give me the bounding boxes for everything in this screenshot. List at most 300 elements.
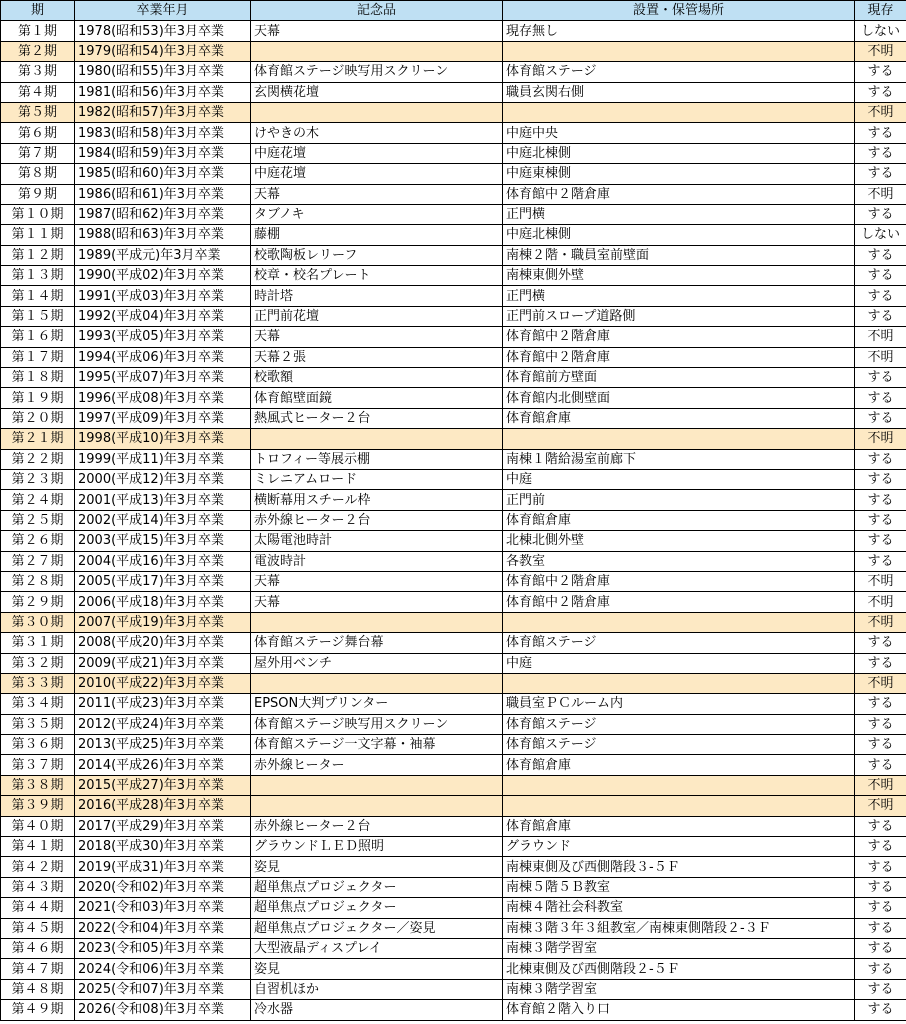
graduation-date-cell: 2022(令和04)年3月卒業 — [75, 918, 251, 938]
location-cell: 体育館倉庫 — [503, 408, 855, 428]
term-cell: 第１４期 — [1, 286, 75, 306]
graduation-date-cell: 1978(昭和53)年3月卒業 — [75, 21, 251, 41]
exists-cell: 不明 — [855, 184, 906, 204]
graduation-date-cell: 2015(平成27)年3月卒業 — [75, 775, 251, 795]
location-cell: 正門横 — [503, 204, 855, 224]
exists-cell: する — [855, 959, 906, 979]
term-cell: 第１７期 — [1, 347, 75, 367]
graduation-date-cell: 1986(昭和61)年3月卒業 — [75, 184, 251, 204]
term-cell: 第３３期 — [1, 673, 75, 693]
exists-cell: する — [855, 837, 906, 857]
graduation-date-cell: 1979(昭和54)年3月卒業 — [75, 41, 251, 61]
location-cell: 体育館ステージ — [503, 62, 855, 82]
term-cell: 第１１期 — [1, 225, 75, 245]
term-cell: 第８期 — [1, 164, 75, 184]
table-row — [1, 123, 906, 143]
term-cell: 第９期 — [1, 184, 75, 204]
term-cell: 第４９期 — [1, 1000, 75, 1020]
graduation-date-cell: 1991(平成03)年3月卒業 — [75, 286, 251, 306]
header-location: 設置・保管場所 — [503, 1, 855, 21]
graduation-date-cell: 2025(令和07)年3月卒業 — [75, 979, 251, 999]
table-row — [1, 490, 906, 510]
location-cell: 中庭東棟側 — [503, 164, 855, 184]
memorial-item-cell: 冷水器 — [251, 1000, 503, 1020]
exists-cell: する — [855, 388, 906, 408]
location-cell: 体育館中２階倉庫 — [503, 592, 855, 612]
memorial-item-cell: 横断幕用スチール枠 — [251, 490, 503, 510]
location-cell: 職員室ＰＣルーム内 — [503, 694, 855, 714]
term-cell: 第２１期 — [1, 429, 75, 449]
memorial-item-cell: トロフィー等展示棚 — [251, 449, 503, 469]
location-cell: 南棟３階学習室 — [503, 979, 855, 999]
table-row — [1, 959, 906, 979]
table-row — [1, 633, 906, 653]
term-cell: 第４２期 — [1, 857, 75, 877]
exists-cell: する — [855, 918, 906, 938]
term-cell: 第３１期 — [1, 633, 75, 653]
location-cell: 正門前スロープ道路側 — [503, 306, 855, 326]
graduation-date-cell: 2013(平成25)年3月卒業 — [75, 735, 251, 755]
term-cell: 第４４期 — [1, 898, 75, 918]
term-cell: 第４５期 — [1, 918, 75, 938]
term-cell: 第２４期 — [1, 490, 75, 510]
graduation-date-cell: 2018(平成30)年3月卒業 — [75, 837, 251, 857]
exists-cell: する — [855, 469, 906, 489]
term-cell: 第５期 — [1, 102, 75, 122]
graduation-date-cell: 2002(平成14)年3月卒業 — [75, 510, 251, 530]
table-row — [1, 857, 906, 877]
term-cell: 第３７期 — [1, 755, 75, 775]
term-cell: 第７期 — [1, 143, 75, 163]
exists-cell: 不明 — [855, 775, 906, 795]
memorial-item-cell: 中庭花壇 — [251, 143, 503, 163]
table-row — [1, 327, 906, 347]
graduation-date-cell: 2023(令和05)年3月卒業 — [75, 938, 251, 958]
term-cell: 第４０期 — [1, 816, 75, 836]
location-cell: 体育館倉庫 — [503, 510, 855, 530]
table-row — [1, 531, 906, 551]
memorial-item-cell — [251, 102, 503, 122]
table-row — [1, 388, 906, 408]
exists-cell: する — [855, 266, 906, 286]
graduation-date-cell: 2019(平成31)年3月卒業 — [75, 857, 251, 877]
location-cell: 体育館中２階倉庫 — [503, 571, 855, 591]
location-cell: 正門前 — [503, 490, 855, 510]
graduation-date-cell: 2026(令和08)年3月卒業 — [75, 1000, 251, 1020]
exists-cell: する — [855, 245, 906, 265]
graduation-date-cell: 1992(平成04)年3月卒業 — [75, 306, 251, 326]
graduation-date-cell: 2011(平成23)年3月卒業 — [75, 694, 251, 714]
location-cell: 体育館中２階倉庫 — [503, 347, 855, 367]
exists-cell: する — [855, 368, 906, 388]
table-row — [1, 164, 906, 184]
exists-cell: 不明 — [855, 429, 906, 449]
location-cell: 中庭 — [503, 469, 855, 489]
exists-cell: する — [855, 938, 906, 958]
term-cell: 第２２期 — [1, 449, 75, 469]
table-row — [1, 918, 906, 938]
term-cell: 第２７期 — [1, 551, 75, 571]
exists-cell: する — [855, 633, 906, 653]
exists-cell: 不明 — [855, 102, 906, 122]
term-cell: 第１８期 — [1, 368, 75, 388]
memorial-item-cell: 姿見 — [251, 857, 503, 877]
location-cell — [503, 796, 855, 816]
table-row — [1, 408, 906, 428]
term-cell: 第２期 — [1, 41, 75, 61]
graduation-date-cell: 2001(平成13)年3月卒業 — [75, 490, 251, 510]
memorial-item-cell: 時計塔 — [251, 286, 503, 306]
exists-cell: する — [855, 857, 906, 877]
table-row — [1, 1000, 906, 1020]
location-cell: 南棟東側外壁 — [503, 266, 855, 286]
table-row — [1, 184, 906, 204]
memorial-item-cell: 天幕 — [251, 571, 503, 591]
memorial-item-cell: 正門前花壇 — [251, 306, 503, 326]
table-row — [1, 551, 906, 571]
location-cell: 中庭北棟側 — [503, 143, 855, 163]
table-row — [1, 775, 906, 795]
location-cell — [503, 41, 855, 61]
term-cell: 第１６期 — [1, 327, 75, 347]
location-cell: 南棟５階５Ｂ教室 — [503, 877, 855, 897]
term-cell: 第２９期 — [1, 592, 75, 612]
table-row — [1, 469, 906, 489]
table-row — [1, 204, 906, 224]
graduation-date-cell: 1994(平成06)年3月卒業 — [75, 347, 251, 367]
term-cell: 第２６期 — [1, 531, 75, 551]
exists-cell: 不明 — [855, 41, 906, 61]
term-cell: 第１期 — [1, 21, 75, 41]
table-row — [1, 306, 906, 326]
table-row — [1, 735, 906, 755]
exists-cell: する — [855, 143, 906, 163]
table-row — [1, 286, 906, 306]
term-cell: 第３８期 — [1, 775, 75, 795]
location-cell — [503, 102, 855, 122]
term-cell: 第３２期 — [1, 653, 75, 673]
exists-cell: する — [855, 306, 906, 326]
memorial-item-cell: 屋外用ベンチ — [251, 653, 503, 673]
memorial-item-cell — [251, 775, 503, 795]
memorial-item-cell: 天幕 — [251, 327, 503, 347]
header-term: 期 — [1, 1, 75, 21]
term-cell: 第４８期 — [1, 979, 75, 999]
memorial-item-cell: 体育館ステージ舞台幕 — [251, 633, 503, 653]
term-cell: 第１２期 — [1, 245, 75, 265]
graduation-date-cell: 1980(昭和55)年3月卒業 — [75, 62, 251, 82]
term-cell: 第４３期 — [1, 877, 75, 897]
exists-cell: する — [855, 551, 906, 571]
table-row — [1, 938, 906, 958]
table-row — [1, 225, 906, 245]
memorial-item-cell: 中庭花壇 — [251, 164, 503, 184]
table-row — [1, 449, 906, 469]
location-cell: 南棟１階給湯室前廊下 — [503, 449, 855, 469]
location-cell: 現存無し — [503, 21, 855, 41]
memorial-item-cell — [251, 41, 503, 61]
exists-cell: する — [855, 735, 906, 755]
table-header-row — [1, 1, 906, 21]
term-cell: 第３４期 — [1, 694, 75, 714]
header-memorial-item: 記念品 — [251, 1, 503, 21]
memorial-item-cell: 大型液晶ディスプレイ — [251, 938, 503, 958]
memorial-item-cell — [251, 429, 503, 449]
exists-cell: する — [855, 979, 906, 999]
exists-cell: する — [855, 1000, 906, 1020]
exists-cell: する — [855, 531, 906, 551]
table-row — [1, 979, 906, 999]
location-cell: 中庭 — [503, 653, 855, 673]
memorial-item-cell: 校歌額 — [251, 368, 503, 388]
exists-cell: する — [855, 82, 906, 102]
table-row — [1, 368, 906, 388]
exists-cell: する — [855, 898, 906, 918]
location-cell: 北棟東側及び西側階段２-５Ｆ — [503, 959, 855, 979]
memorial-item-cell: 自習机ほか — [251, 979, 503, 999]
exists-cell: 不明 — [855, 347, 906, 367]
exists-cell: 不明 — [855, 592, 906, 612]
graduation-date-cell: 2021(令和03)年3月卒業 — [75, 898, 251, 918]
location-cell: 体育館ステージ — [503, 633, 855, 653]
graduation-date-cell: 2017(平成29)年3月卒業 — [75, 816, 251, 836]
exists-cell: する — [855, 204, 906, 224]
term-cell: 第４６期 — [1, 938, 75, 958]
memorial-item-cell: 天幕 — [251, 592, 503, 612]
term-cell: 第２３期 — [1, 469, 75, 489]
graduation-date-cell: 2020(令和02)年3月卒業 — [75, 877, 251, 897]
location-cell: 体育館前方壁面 — [503, 368, 855, 388]
memorial-item-cell: 電波時計 — [251, 551, 503, 571]
exists-cell: する — [855, 286, 906, 306]
term-cell: 第３５期 — [1, 714, 75, 734]
memorial-item-cell: ミレニアムロード — [251, 469, 503, 489]
graduation-date-cell: 1990(平成02)年3月卒業 — [75, 266, 251, 286]
location-cell: 体育館２階入り口 — [503, 1000, 855, 1020]
table-row — [1, 612, 906, 632]
table-row — [1, 755, 906, 775]
memorial-item-cell: 体育館ステージ一文字幕・袖幕 — [251, 735, 503, 755]
graduation-date-cell: 2007(平成19)年3月卒業 — [75, 612, 251, 632]
graduation-date-cell: 1982(昭和57)年3月卒業 — [75, 102, 251, 122]
memorial-item-cell: 天幕２張 — [251, 347, 503, 367]
table-row — [1, 347, 906, 367]
memorial-item-cell: 姿見 — [251, 959, 503, 979]
exists-cell: しない — [855, 21, 906, 41]
table-row — [1, 653, 906, 673]
location-cell — [503, 612, 855, 632]
memorial-item-cell: 藤棚 — [251, 225, 503, 245]
location-cell: 体育館倉庫 — [503, 755, 855, 775]
table-row — [1, 877, 906, 897]
graduation-date-cell: 2008(平成20)年3月卒業 — [75, 633, 251, 653]
term-cell: 第２５期 — [1, 510, 75, 530]
location-cell: 南棟２階・職員室前壁面 — [503, 245, 855, 265]
exists-cell: 不明 — [855, 327, 906, 347]
table-row — [1, 816, 906, 836]
graduation-date-cell: 2000(平成12)年3月卒業 — [75, 469, 251, 489]
location-cell: 南棟３階学習室 — [503, 938, 855, 958]
table-row — [1, 571, 906, 591]
term-cell: 第１３期 — [1, 266, 75, 286]
memorial-item-cell — [251, 796, 503, 816]
location-cell: 体育館ステージ — [503, 735, 855, 755]
table-row — [1, 510, 906, 530]
memorial-item-cell: 赤外線ヒーター — [251, 755, 503, 775]
table-row — [1, 796, 906, 816]
location-cell: 南棟４階社会科教室 — [503, 898, 855, 918]
memorial-item-cell: 超単焦点プロジェクター — [251, 898, 503, 918]
table-row — [1, 714, 906, 734]
graduation-date-cell: 1988(昭和63)年3月卒業 — [75, 225, 251, 245]
memorial-item-cell: けやきの木 — [251, 123, 503, 143]
location-cell: 南棟東側及び西側階段３-５Ｆ — [503, 857, 855, 877]
exists-cell: する — [855, 510, 906, 530]
graduation-date-cell: 1985(昭和60)年3月卒業 — [75, 164, 251, 184]
term-cell: 第３期 — [1, 62, 75, 82]
location-cell — [503, 429, 855, 449]
exists-cell: する — [855, 164, 906, 184]
graduation-date-cell: 2012(平成24)年3月卒業 — [75, 714, 251, 734]
table-body — [1, 21, 906, 1020]
term-cell: 第３０期 — [1, 612, 75, 632]
location-cell — [503, 673, 855, 693]
graduation-date-cell: 1995(平成07)年3月卒業 — [75, 368, 251, 388]
memorial-item-cell: 体育館ステージ映写用スクリーン — [251, 62, 503, 82]
graduation-date-cell: 1981(昭和56)年3月卒業 — [75, 82, 251, 102]
table-row — [1, 898, 906, 918]
term-cell: 第１９期 — [1, 388, 75, 408]
graduation-date-cell: 1983(昭和58)年3月卒業 — [75, 123, 251, 143]
graduation-date-cell: 1998(平成10)年3月卒業 — [75, 429, 251, 449]
table-row — [1, 62, 906, 82]
memorial-item-cell: 体育館壁面鏡 — [251, 388, 503, 408]
table-row — [1, 694, 906, 714]
table-row — [1, 21, 906, 41]
memorial-item-cell: 天幕 — [251, 184, 503, 204]
term-cell: 第４７期 — [1, 959, 75, 979]
graduation-date-cell: 1984(昭和59)年3月卒業 — [75, 143, 251, 163]
exists-cell: する — [855, 62, 906, 82]
header-graduation-date: 卒業年月 — [75, 1, 251, 21]
graduation-date-cell: 2014(平成26)年3月卒業 — [75, 755, 251, 775]
memorial-item-cell — [251, 612, 503, 632]
graduation-date-cell: 1996(平成08)年3月卒業 — [75, 388, 251, 408]
location-cell: 体育館中２階倉庫 — [503, 184, 855, 204]
location-cell: 体育館倉庫 — [503, 816, 855, 836]
memorial-item-cell: 体育館ステージ映写用スクリーン — [251, 714, 503, 734]
location-cell: 各教室 — [503, 551, 855, 571]
graduation-date-cell: 2004(平成16)年3月卒業 — [75, 551, 251, 571]
location-cell: グラウンド — [503, 837, 855, 857]
exists-cell: する — [855, 755, 906, 775]
table-row — [1, 82, 906, 102]
exists-cell: する — [855, 653, 906, 673]
memorial-item-cell: 超単焦点プロジェクター — [251, 877, 503, 897]
exists-cell: する — [855, 490, 906, 510]
exists-cell: する — [855, 714, 906, 734]
graduation-date-cell: 2016(平成28)年3月卒業 — [75, 796, 251, 816]
table-row — [1, 41, 906, 61]
location-cell: 南棟３階３年３組教室／南棟東側階段２-３Ｆ — [503, 918, 855, 938]
graduation-date-cell: 2024(令和06)年3月卒業 — [75, 959, 251, 979]
graduation-date-cell: 2010(平成22)年3月卒業 — [75, 673, 251, 693]
memorial-item-cell: 赤外線ヒーター２台 — [251, 816, 503, 836]
location-cell: 体育館ステージ — [503, 714, 855, 734]
location-cell: 中庭中央 — [503, 123, 855, 143]
location-cell: 正門横 — [503, 286, 855, 306]
term-cell: 第１５期 — [1, 306, 75, 326]
graduation-date-cell: 2005(平成17)年3月卒業 — [75, 571, 251, 591]
memorial-item-cell: 熱風式ヒーター２台 — [251, 408, 503, 428]
exists-cell: する — [855, 123, 906, 143]
exists-cell: しない — [855, 225, 906, 245]
memorial-item-cell: 太陽電池時計 — [251, 531, 503, 551]
exists-cell: する — [855, 694, 906, 714]
table-row — [1, 673, 906, 693]
term-cell: 第４１期 — [1, 837, 75, 857]
memorial-item-cell: 玄関横花壇 — [251, 82, 503, 102]
term-cell: 第４期 — [1, 82, 75, 102]
graduation-date-cell: 2009(平成21)年3月卒業 — [75, 653, 251, 673]
location-cell: 体育館内北側壁面 — [503, 388, 855, 408]
location-cell: 北棟北側外壁 — [503, 531, 855, 551]
graduation-date-cell: 1989(平成元)年3月卒業 — [75, 245, 251, 265]
location-cell: 体育館中２階倉庫 — [503, 327, 855, 347]
term-cell: 第１０期 — [1, 204, 75, 224]
term-cell: 第２０期 — [1, 408, 75, 428]
table-row — [1, 266, 906, 286]
exists-cell: 不明 — [855, 796, 906, 816]
table-row — [1, 245, 906, 265]
graduation-date-cell: 1997(平成09)年3月卒業 — [75, 408, 251, 428]
memorial-item-cell: グラウンドＬＥＤ照明 — [251, 837, 503, 857]
location-cell: 中庭北棟側 — [503, 225, 855, 245]
header-exists: 現存 — [855, 1, 906, 21]
graduation-date-cell: 2003(平成15)年3月卒業 — [75, 531, 251, 551]
graduation-date-cell: 1999(平成11)年3月卒業 — [75, 449, 251, 469]
memorial-item-cell: EPSON大判プリンター — [251, 694, 503, 714]
exists-cell: 不明 — [855, 673, 906, 693]
term-cell: 第２８期 — [1, 571, 75, 591]
exists-cell: する — [855, 816, 906, 836]
term-cell: 第３９期 — [1, 796, 75, 816]
graduation-date-cell: 1993(平成05)年3月卒業 — [75, 327, 251, 347]
memorial-item-cell: 校歌陶板レリーフ — [251, 245, 503, 265]
exists-cell: する — [855, 408, 906, 428]
memorial-item-cell — [251, 673, 503, 693]
exists-cell: 不明 — [855, 612, 906, 632]
memorial-item-cell: 天幕 — [251, 21, 503, 41]
location-cell: 職員玄関右側 — [503, 82, 855, 102]
memorial-item-cell: タブノキ — [251, 204, 503, 224]
memorial-item-cell: 校章・校名プレート — [251, 266, 503, 286]
graduation-date-cell: 1987(昭和62)年3月卒業 — [75, 204, 251, 224]
table-row — [1, 429, 906, 449]
exists-cell: 不明 — [855, 571, 906, 591]
table-row — [1, 143, 906, 163]
table-row — [1, 592, 906, 612]
table-row — [1, 837, 906, 857]
graduation-date-cell: 2006(平成18)年3月卒業 — [75, 592, 251, 612]
exists-cell: する — [855, 877, 906, 897]
term-cell: 第６期 — [1, 123, 75, 143]
memorial-item-cell: 赤外線ヒーター２台 — [251, 510, 503, 530]
location-cell — [503, 775, 855, 795]
exists-cell: する — [855, 449, 906, 469]
term-cell: 第３６期 — [1, 735, 75, 755]
memorial-item-cell: 超単焦点プロジェクター／姿見 — [251, 918, 503, 938]
